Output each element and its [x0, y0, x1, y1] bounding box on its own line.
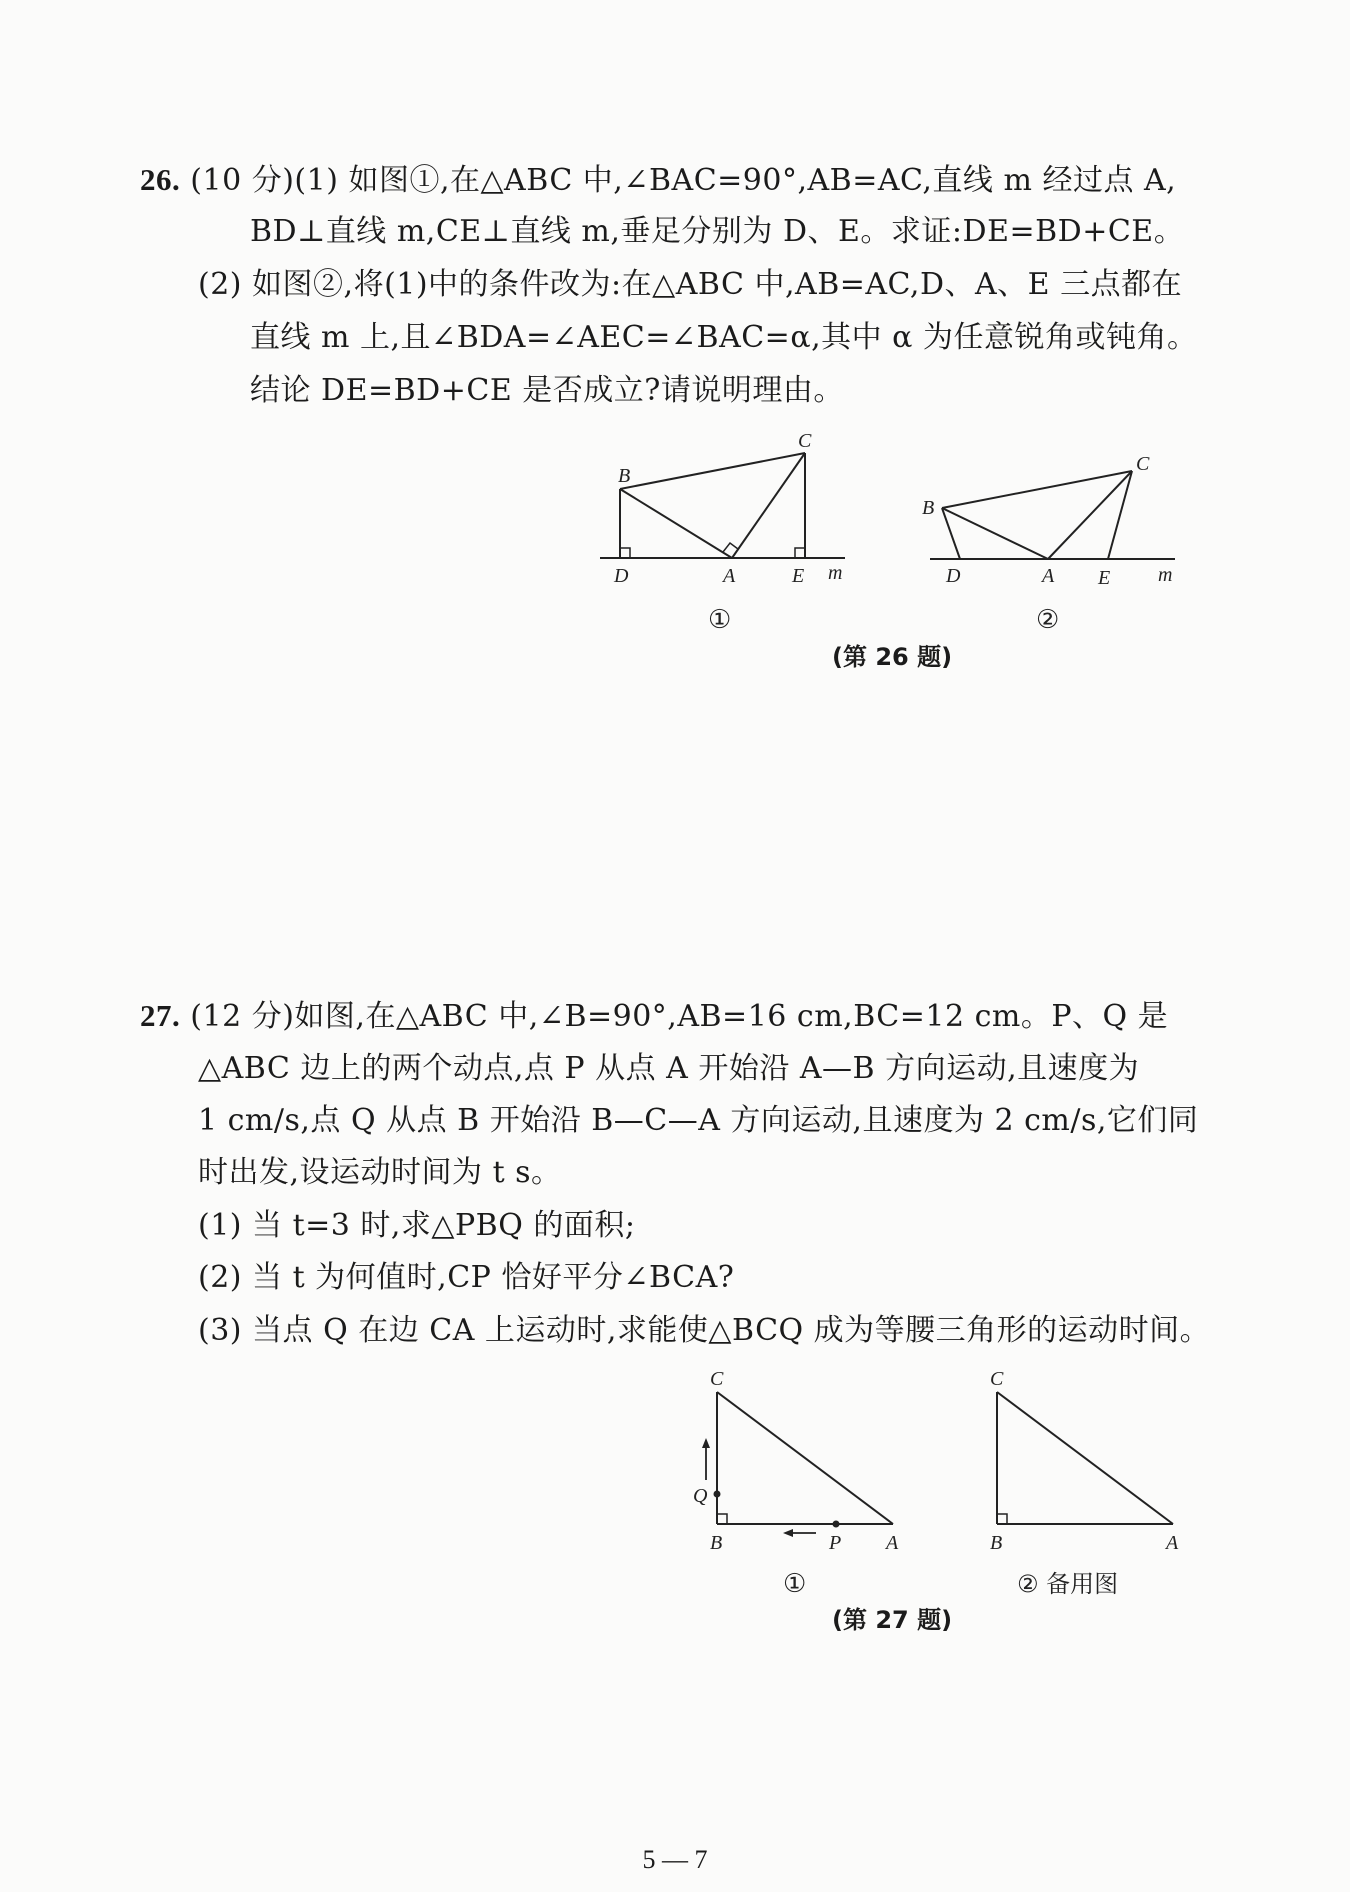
label-c: C	[1136, 453, 1150, 475]
q26-line-2: BD⊥直线 m,CE⊥直线 m,垂足分别为 D、E。求证:DE=BD+CE。	[250, 214, 1185, 249]
label-a: A	[1166, 1532, 1179, 1554]
q26-number: 26.	[140, 162, 181, 197]
label-q: Q	[693, 1485, 708, 1507]
label-d: D	[946, 565, 961, 587]
segment-ca	[997, 1392, 1173, 1524]
segment-ac	[732, 453, 805, 558]
right-angle-a	[723, 543, 738, 552]
segment-ba	[620, 489, 732, 558]
right-angle-b	[717, 1514, 727, 1524]
label-b: B	[922, 497, 935, 519]
q27-line-1	[140, 996, 1168, 1037]
q26-figure-2	[910, 445, 1200, 635]
q26-caption: (第 26 题)	[832, 643, 953, 671]
arrowhead-p	[783, 1529, 793, 1537]
q27-line-7: (3) 当点 Q 在边 CA 上运动时,求能使△BCQ 成为等腰三角形的运动时间。	[198, 1313, 1211, 1348]
q27-text-1: (12 分)如图,在△ABC 中,∠B=90°,AB=16 cm,BC=12 cm。P、Q 是	[190, 999, 1169, 1034]
label-p: P	[829, 1532, 842, 1554]
label-b: B	[618, 465, 631, 487]
right-angle-d	[620, 548, 630, 558]
segment-bc	[620, 453, 805, 489]
label-e: E	[1098, 567, 1111, 589]
figure-tag: ② 备用图	[1017, 1570, 1119, 1598]
q27-figure-2	[975, 1368, 1205, 1618]
q27-figure-1	[695, 1368, 925, 1618]
q27-line-5: (1) 当 t=3 时,求△PBQ 的面积;	[198, 1208, 636, 1243]
label-b: B	[990, 1532, 1003, 1554]
label-c: C	[798, 430, 812, 452]
q26-line-3: (2) 如图②,将(1)中的条件改为:在△ABC 中,AB=AC,D、A、E 三点都在	[198, 267, 1183, 302]
page-number: 5 — 7	[642, 1845, 708, 1874]
label-m: m	[828, 562, 843, 584]
figure-tag: ①	[708, 605, 732, 635]
q27-caption: (第 27 题)	[832, 1606, 953, 1634]
segment-ca	[717, 1392, 893, 1524]
label-a: A	[723, 565, 736, 587]
figure-tag: ①	[783, 1569, 807, 1599]
q27-line-3: 1 cm/s,点 Q 从点 B 开始沿 B—C—A 方向运动,且速度为 2 cm/s,它们同	[198, 1103, 1199, 1138]
q26-line-4: 直线 m 上,且∠BDA=∠AEC=∠BAC=α,其中 α 为任意锐角或钝角。	[250, 320, 1198, 355]
label-e: E	[792, 565, 805, 587]
point-q	[714, 1491, 721, 1498]
point-p	[833, 1521, 840, 1528]
q26-text-1: (10 分)(1) 如图①,在△ABC 中,∠BAC=90°,AB=AC,直线 m 经过点 A,	[190, 163, 1177, 198]
q27-number: 27.	[140, 998, 181, 1033]
q27-line-2: △ABC 边上的两个动点,点 P 从点 A 开始沿 A—B 方向运动,且速度为	[198, 1051, 1140, 1086]
label-c: C	[990, 1368, 1004, 1390]
q27-line-6: (2) 当 t 为何值时,CP 恰好平分∠BCA?	[198, 1260, 735, 1295]
arrowhead-q	[702, 1438, 710, 1448]
figure-tag: ②	[1036, 605, 1060, 635]
label-a: A	[1042, 565, 1055, 587]
q26-figure-1	[590, 425, 870, 635]
segment-bc	[942, 471, 1132, 508]
q26-line-5: 结论 DE=BD+CE 是否成立?请说明理由。	[250, 373, 844, 408]
right-angle-b	[997, 1514, 1007, 1524]
right-angle-e	[795, 548, 805, 558]
label-a: A	[886, 1532, 899, 1554]
label-b: B	[710, 1532, 723, 1554]
label-m: m	[1158, 564, 1173, 586]
q27-line-4: 时出发,设运动时间为 t s。	[198, 1155, 562, 1190]
q26-line-1	[140, 160, 1176, 201]
label-c: C	[710, 1368, 724, 1390]
label-d: D	[614, 565, 629, 587]
